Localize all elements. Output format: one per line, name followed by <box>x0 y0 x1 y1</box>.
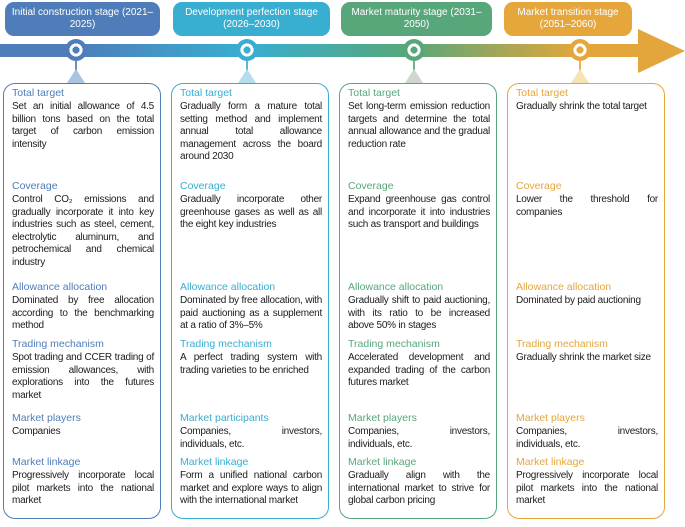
timeline-marker-icon <box>65 39 87 61</box>
section-total-target <box>180 87 322 164</box>
section-body: Set an initial allowance of 4.5 billion tons based on the total target of carbon emission intensity <box>12 101 154 150</box>
section-heading: Trading mechanism <box>348 338 440 350</box>
section-body: Lower the threshold for companies <box>516 194 658 218</box>
section-heading: Market linkage <box>516 456 585 468</box>
section-body: Gradually align with the international market to strive for global carbon pricing <box>348 470 490 507</box>
section-body: Spot trading and CCER trading of emission allowances, with explorations into the futures market <box>12 352 154 401</box>
section-body: Accelerated development and expanded trading of the carbon futures market <box>348 352 490 389</box>
section-heading: Trading mechanism <box>180 338 272 350</box>
section-heading: Market linkage <box>348 456 417 468</box>
section-market-linkage <box>180 456 322 508</box>
section-body: Gradually shift to paid auctioning, with its ratio to be increased above 50% in stages <box>348 295 490 332</box>
section-body: Companies, investors, individuals, etc. <box>516 426 658 450</box>
section-heading: Market players <box>12 412 81 424</box>
pointer-triangle-icon <box>405 69 423 83</box>
section-market-linkage <box>516 456 658 508</box>
section-market-linkage <box>12 456 154 508</box>
timeline-marker-icon <box>569 39 591 61</box>
timeline-arrowhead-icon <box>638 29 685 73</box>
section-body: Companies, investors, individuals, etc. <box>180 426 322 450</box>
stage-card-initial-construction <box>3 83 161 519</box>
section-market-linkage <box>348 456 490 508</box>
pointer-triangle-icon <box>238 69 256 83</box>
pointer-triangle-icon <box>571 69 589 83</box>
section-heading: Trading mechanism <box>516 338 608 350</box>
section-market-participants <box>180 412 322 451</box>
pointer-triangle-icon <box>67 69 85 83</box>
section-trading-mechanism <box>516 338 658 365</box>
section-heading: Market linkage <box>12 456 81 468</box>
section-body: Gradually incorporate other greenhouse gases as well as all the eight key industries <box>180 194 322 231</box>
section-market-players <box>516 412 658 451</box>
section-heading: Market players <box>348 412 417 424</box>
section-body: Control CO₂ emissions and gradually incorporate it into key industries such as steel, cement, electrolytic aluminum, and petrochemical and chemical industry <box>12 194 154 268</box>
section-body: Dominated by paid auctioning <box>516 295 641 306</box>
section-market-players <box>348 412 490 451</box>
section-allowance-allocation <box>516 281 658 308</box>
section-market-players <box>12 412 154 439</box>
section-heading: Allowance allocation <box>12 281 108 293</box>
section-body: Dominated by free allocation according to the benchmarking method <box>12 295 154 332</box>
section-total-target <box>12 87 154 151</box>
stage-card-market-maturity <box>339 83 497 519</box>
section-allowance-allocation <box>348 281 490 333</box>
section-body: Form a unified national carbon market and explore ways to align with the international market <box>180 470 322 507</box>
section-body: Expand greenhouse gas control and incorporate it into industries such as transport and buildings <box>348 194 490 231</box>
stage-card-development-perfection <box>171 83 329 519</box>
stage-card-market-transition <box>507 83 665 519</box>
section-body: Companies, investors, individuals, etc. <box>348 426 490 450</box>
section-trading-mechanism <box>180 338 322 377</box>
section-body: Set long-term emission reduction targets and determine the total annual allowance and the gradual reduction rate <box>348 101 490 150</box>
section-heading: Market linkage <box>180 456 249 468</box>
stage-pill-market-maturity: Market maturity stage (2031–2050) <box>341 2 492 36</box>
stage-pill-initial-construction: Initial construction stage (2021–2025) <box>5 2 160 36</box>
section-heading: Coverage <box>348 180 394 192</box>
section-body: Dominated by free allocation, with paid auctioning as a supplement at a ratio of 3%–5% <box>180 295 322 332</box>
section-heading: Coverage <box>12 180 58 192</box>
section-total-target <box>348 87 490 151</box>
section-body: Progressively incorporate local pilot markets into the national market <box>12 470 154 507</box>
section-heading: Total target <box>348 87 400 99</box>
section-heading: Coverage <box>180 180 226 192</box>
section-heading: Trading mechanism <box>12 338 104 350</box>
section-heading: Allowance allocation <box>180 281 276 293</box>
section-heading: Total target <box>180 87 232 99</box>
section-allowance-allocation <box>12 281 154 333</box>
section-coverage <box>12 180 154 270</box>
section-coverage <box>516 180 658 219</box>
section-trading-mechanism <box>348 338 490 390</box>
section-coverage <box>348 180 490 232</box>
section-heading: Allowance allocation <box>348 281 444 293</box>
section-body: Gradually shrink the market size <box>516 352 651 363</box>
timeline-marker-icon <box>236 39 258 61</box>
section-coverage <box>180 180 322 232</box>
section-heading: Total target <box>12 87 64 99</box>
section-heading: Market players <box>516 412 585 424</box>
section-body: Gradually form a mature total setting method and implement annual total allowance management across the board around 2030 <box>180 101 322 163</box>
section-heading: Market participants <box>180 412 269 424</box>
timeline-bar <box>0 44 648 57</box>
stage-pill-development-perfection: Development perfection stage (2026–2030) <box>173 2 330 36</box>
section-heading: Allowance allocation <box>516 281 612 293</box>
timeline-marker-icon <box>403 39 425 61</box>
stage-pill-market-transition: Market transition stage (2051–2060) <box>504 2 632 36</box>
section-body: A perfect trading system with trading varieties to be enriched <box>180 352 322 376</box>
section-body: Gradually shrink the total target <box>516 101 647 112</box>
section-allowance-allocation <box>180 281 322 333</box>
section-heading: Total target <box>516 87 568 99</box>
section-trading-mechanism <box>12 338 154 402</box>
section-total-target <box>516 87 658 114</box>
section-body: Progressively incorporate local pilot markets into the national market <box>516 470 658 507</box>
section-body: Companies <box>12 426 61 437</box>
section-heading: Coverage <box>516 180 562 192</box>
